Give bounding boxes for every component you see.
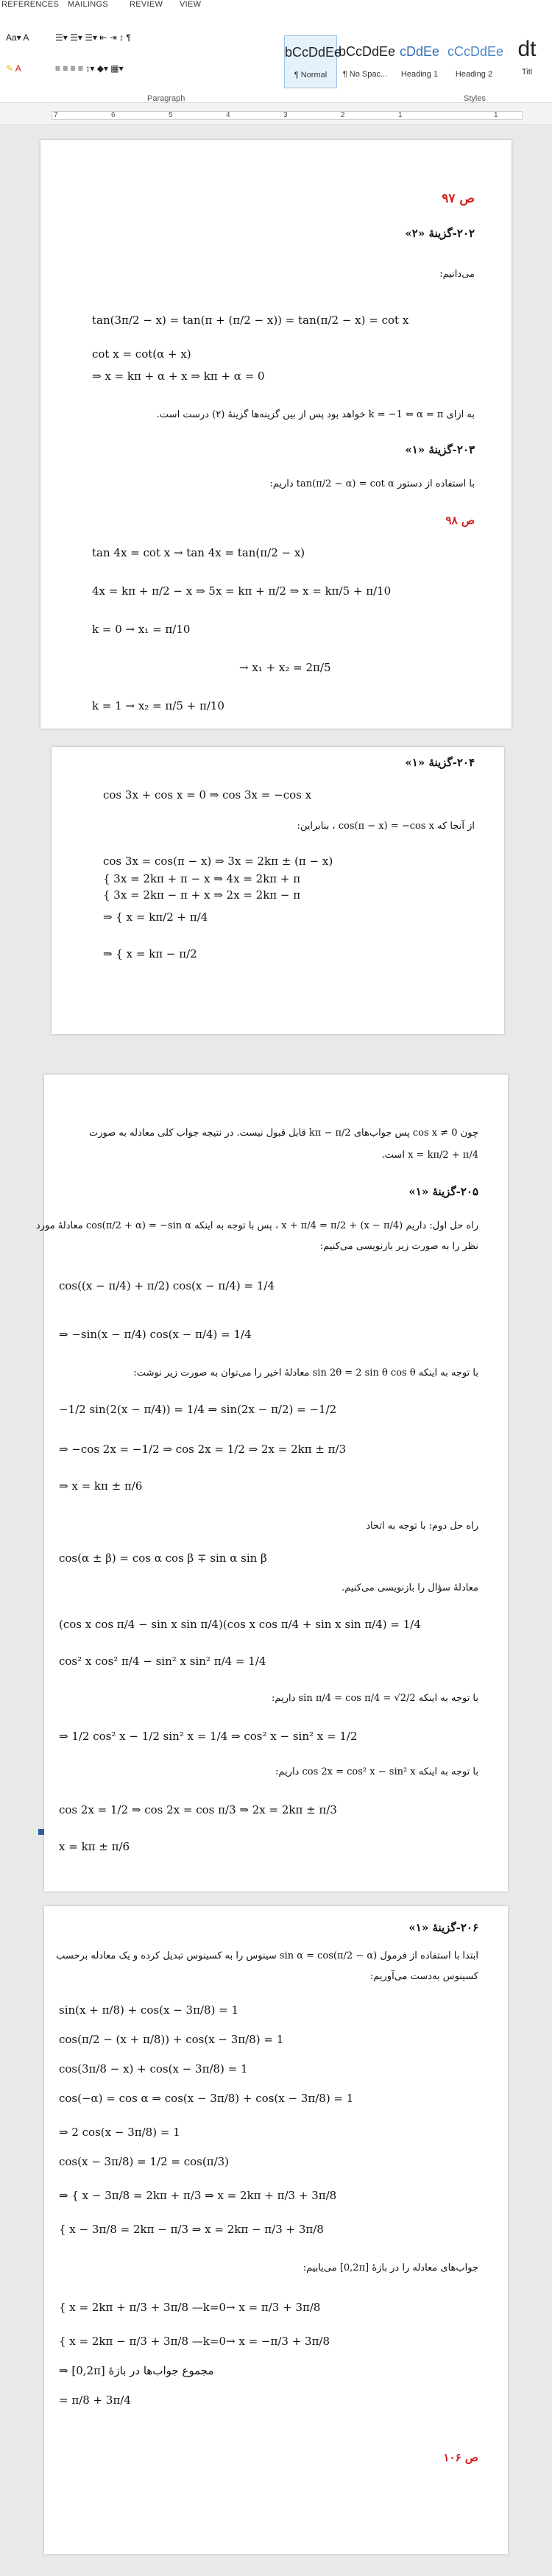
tab-review[interactable]: REVIEW: [130, 0, 163, 9]
equation: ⇒ 2 cos(x − 3π/8) = 1: [59, 2126, 180, 2139]
page-4[interactable]: [44, 1906, 508, 2554]
equation: → x₁ + x₂ = 2π/5: [239, 661, 331, 674]
text-line: می‌دانیم:: [439, 269, 475, 280]
equation: k = 1 → x₂ = π/5 + π/10: [92, 699, 224, 712]
ruler-track[interactable]: [52, 111, 523, 120]
style-title[interactable]: [502, 35, 552, 88]
equation: x = kπ ± π/6: [59, 1840, 130, 1853]
text-line: راه حل دوم: با توجه به اتحاد: [366, 1521, 478, 1532]
text-line: x = kπ/2 + π/4 است.: [381, 1150, 478, 1161]
style-heading-2-sample: cCcDdEe: [447, 44, 504, 59]
text-line: از آنجا که cos(π − x) = −cos x ، بنابراین:: [297, 821, 475, 832]
page-3[interactable]: [35, 1075, 508, 1892]
style-title-sample: dt: [517, 37, 537, 61]
highlight-font-color[interactable]: [6, 63, 21, 74]
text-line: معادلهٔ سؤال را بازنویسی می‌کنیم.: [342, 1582, 478, 1593]
equation: cot x = cot(α + x): [92, 347, 191, 361]
equation: (cos x cos π/4 − sin x sin π/4)(cos x cos π/4 + sin x sin π/4) = 1/4: [59, 1618, 421, 1631]
equation: cos(−α) = cos α ⇒ cos(x − 3π/8) + cos(x − 3π/8) = 1: [59, 2092, 354, 2105]
equation: ⇒ { x − 3π/8 = 2kπ + π/3 ⇒ x = 2kπ + π/3 + 3π/8: [59, 2189, 337, 2202]
tab-view[interactable]: VIEW: [180, 0, 202, 9]
style-heading-1[interactable]: [393, 35, 446, 88]
style-heading-2[interactable]: [447, 35, 504, 88]
style-heading-1-label: Heading 1: [400, 70, 439, 79]
equation: −1/2 sin(2(x − π/4)) = 1/4 ⇒ sin(2x − π/2) = −1/2: [59, 1403, 337, 1416]
answer-heading-206: ۲۰۶-گزینهٔ «۱»: [408, 1921, 478, 1934]
style-heading-2-label: Heading 2: [455, 70, 493, 79]
equation: cos 2x = 1/2 ⇒ cos 2x = cos π/3 ⇒ 2x = 2kπ ± π/3: [59, 1803, 337, 1816]
answer-heading-202: ۲۰۲-گزینهٔ «۲»: [405, 227, 475, 240]
ruler-number: 1: [494, 111, 498, 119]
style-normal-sample: bCcDdEe: [285, 45, 342, 60]
equation: { x = 2kπ − π/3 + 3π/8 —k=0→ x = −π/3 + 3π/8: [59, 2335, 330, 2348]
paragraph-row-1[interactable]: ☰▾ ☰▾ ☰▾ ⇤ ⇥ ↕ ¶: [55, 32, 131, 43]
equation: ⇒ −cos 2x = −1/2 ⇒ cos 2x = 1/2 ⇒ 2x = 2kπ ± π/3: [59, 1443, 347, 1456]
ruler-number: 1: [398, 111, 403, 119]
equation: { 3x = 2kπ − π + x ⇒ 2x = 2kπ − π: [103, 888, 301, 902]
text-line: با استفاده از دستور tan(π/2 − α) = cot α داریم:: [269, 478, 475, 489]
highlight-icon[interactable]: ✎: [6, 63, 14, 74]
horizontal-ruler[interactable]: [0, 103, 552, 125]
page-number-97: ص ۹۷: [442, 191, 475, 206]
equation: cos 3x + cos x = 0 ⇒ cos 3x = −cos x: [103, 788, 312, 802]
text-line: کسینوس به‌دست می‌آوریم:: [369, 1971, 478, 1982]
ruler-number: 7: [54, 111, 58, 119]
text-line: راه حل اول: داریم x + π/4 = π/2 + (x − π/4) ، پس با توجه به اینکه cos(π/2 + α) = −sin α معادلهٔ مورد: [35, 1220, 478, 1231]
equation: ⇒ x = kπ + α + x ⇒ kπ + α = 0: [92, 369, 265, 383]
equation: 4x = kπ + π/2 − x ⇒ 5x = kπ + π/2 ⇒ x = kπ/5 + π/10: [92, 584, 392, 598]
page-2[interactable]: [52, 747, 504, 1034]
paragraph-row-2[interactable]: ≡ ≡ ≡ ≡ ↕▾ ◆▾ ▦▾: [55, 63, 124, 74]
text-line: به ازای k = −1 ⇐ α = π خواهد بود پس از بین گزینه‌ها گزینهٔ (۲) درست است.: [156, 409, 475, 420]
answer-heading-205: ۲۰۵-گزینهٔ «۱»: [408, 1185, 478, 1198]
tab-references[interactable]: REFERENCES: [1, 0, 60, 9]
equation: cos(3π/8 − x) + cos(x − 3π/8) = 1: [59, 2062, 248, 2076]
text-line: با توجه به اینکه sin 2θ = 2 sin θ cos θ معادلهٔ اخیر را می‌توان به صورت زیر نوشت:: [133, 1367, 478, 1379]
style-no-spacing-sample: bCcDdEe: [339, 44, 396, 59]
equation: sin(x + π/8) + cos(x − 3π/8) = 1: [59, 2003, 239, 2017]
ruler-number: 6: [111, 111, 116, 119]
font-controls[interactable]: Aa▾ A: [6, 32, 29, 43]
equation: ⇒ { x = kπ/2 + π/4: [103, 910, 208, 924]
style-normal-label: ¶ Normal: [294, 71, 328, 79]
page-number-98: ص ۹۸: [445, 514, 475, 527]
text-line: با توجه به اینکه sin π/4 = cos π/4 = √2/2 داریم:: [272, 1693, 478, 1704]
equation: cos² x cos² π/4 − sin² x sin² π/4 = 1/4: [59, 1655, 266, 1668]
equation: { 3x = 2kπ + π − x ⇒ 4x = 2kπ + π: [103, 872, 301, 885]
equation: ⇒ { x = kπ − π/2: [103, 947, 197, 960]
equation: ⇒ 1/2 cos² x − 1/2 sin² x = 1/4 ⇒ cos² x − sin² x = 1/2: [59, 1730, 358, 1743]
ruler-number: 5: [169, 111, 173, 119]
equation: tan 4x = cot x → tan 4x = tan(π/2 − x): [92, 546, 305, 559]
page-number-106: ص ۱۰۶: [443, 2451, 478, 2464]
equation: cos(π/2 − (x + π/8)) + cos(x − 3π/8) = 1: [59, 2033, 284, 2046]
answer-heading-204: ۲۰۴-گزینهٔ «۱»: [405, 756, 475, 769]
style-normal[interactable]: [284, 35, 342, 88]
ribbon-tabs: [0, 0, 552, 10]
ruler-number: 4: [226, 111, 230, 119]
page-1[interactable]: [40, 140, 512, 729]
ruler-number: 2: [341, 111, 345, 119]
text-line: با توجه به اینکه cos 2x = cos² x − sin² x داریم:: [275, 1766, 478, 1777]
equation: ⇒ −sin(x − π/4) cos(x − π/4) = 1/4: [59, 1328, 252, 1341]
text-line: چون cos x ≠ 0 پس جواب‌های kπ − π/2 قابل قبول نیست. در نتیجه جواب کلی معادله به صورت: [89, 1128, 478, 1139]
equation: cos 3x = cos(π − x) ⇒ 3x = 2kπ ± (π − x): [103, 854, 333, 868]
style-heading-1-sample: cDdEe: [399, 44, 440, 59]
font-color-icon[interactable]: A: [15, 63, 21, 74]
text-cursor-marker: [38, 1829, 44, 1835]
equation: cos(x − 3π/8) = 1/2 = cos(π/3): [59, 2155, 230, 2168]
tab-mailings[interactable]: MAILINGS: [68, 0, 108, 9]
style-no-spacing-label: ¶ No Spac...: [342, 70, 388, 79]
text-line: ابتدا با استفاده از فرمول sin α = cos(π/2 − α) سینوس را به کسینوس تبدیل کرده و یک معادله برحسب: [56, 1950, 478, 1961]
group-paragraph-label: Paragraph: [147, 94, 185, 103]
ruler-number: 3: [283, 111, 288, 119]
style-title-label: Titl: [521, 68, 533, 77]
equation: ⇒ [0,2π] مجموع جواب‌ها در بازهٔ: [59, 2364, 214, 2377]
equation: k = 0 → x₁ = π/10: [92, 623, 191, 636]
equation: = π/8 + 3π/4: [59, 2393, 131, 2407]
style-no-spacing[interactable]: [339, 35, 396, 88]
document-area[interactable]: [0, 125, 552, 2576]
equation: ⇒ x = kπ ± π/6: [59, 1479, 143, 1493]
equation: { x − 3π/8 = 2kπ − π/3 ⇒ x = 2kπ − π/3 + 3π/8: [59, 2223, 324, 2236]
text-line: نظر را به صورت زیر بازنویسی می‌کنیم:: [319, 1241, 478, 1252]
ribbon: [0, 10, 552, 103]
answer-heading-203: ۲۰۳-گزینهٔ «۱»: [405, 443, 475, 456]
text-line: جواب‌های معادله را در بازهٔ [0,2π] می‌یابیم:: [302, 2262, 478, 2274]
equation: cos(α ± β) = cos α cos β ∓ sin α sin β: [59, 1551, 267, 1565]
equation: cos((x − π/4) + π/2) cos(x − π/4) = 1/4: [59, 1279, 275, 1292]
group-styles-label: Styles: [464, 94, 486, 103]
equation: tan(3π/2 − x) = tan(π + (π/2 − x)) = tan(π/2 − x) = cot x: [92, 314, 409, 327]
equation: { x = 2kπ + π/3 + 3π/8 —k=0→ x = π/3 + 3π/8: [59, 2301, 321, 2314]
